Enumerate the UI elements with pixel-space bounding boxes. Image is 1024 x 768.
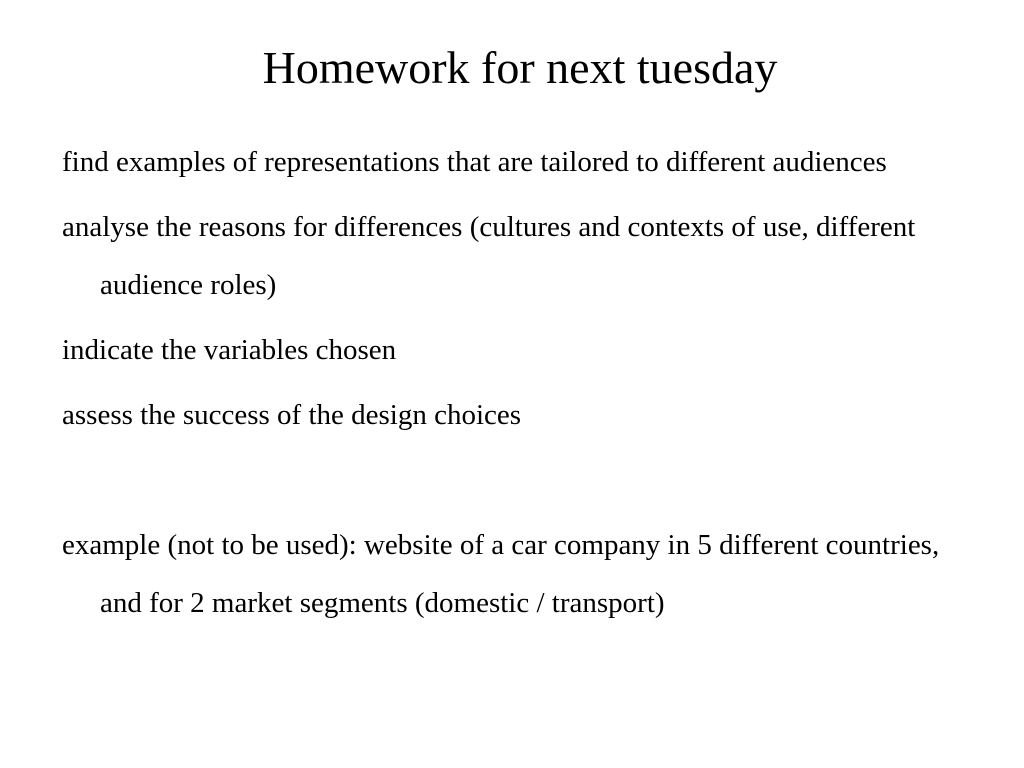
paragraph-example: example (not to be used): website of a car company in 5 different countries, and for 2 market segments (domestic / transport) [62, 529, 940, 619]
paragraph-find-examples: find examples of representations that are tailored to different audiences [62, 146, 887, 178]
slide-title: Homework for next tuesday [262, 42, 778, 93]
slide-body [62, 133, 972, 639]
paragraph-assess-success: assess the success of the design choices [62, 399, 522, 431]
blank-line [62, 451, 972, 509]
paragraph-indicate-variables: indicate the variables chosen [62, 334, 397, 366]
paragraph-analyse-reasons: analyse the reasons for differences (cultures and contexts of use, different audience roles) [62, 211, 916, 301]
